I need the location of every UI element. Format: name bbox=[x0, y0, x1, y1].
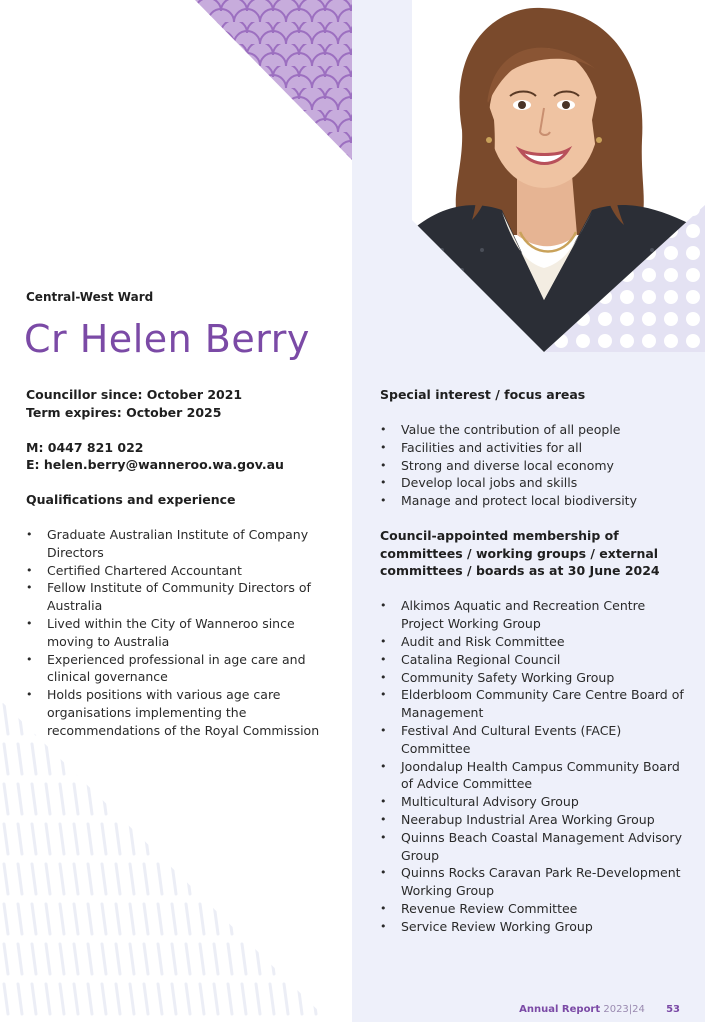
list-item: • Lived within the City of Wanneroo since moving to Australia bbox=[26, 615, 336, 651]
list-item: • Alkimos Aquatic and Recreation Centre Project Working Group bbox=[380, 597, 685, 633]
report-year: 2023|24 bbox=[603, 1004, 645, 1015]
qualifications-heading: Qualifications and experience bbox=[26, 492, 236, 507]
interests-list bbox=[380, 421, 685, 510]
list-item: • Quinns Beach Coastal Management Advisory Group bbox=[380, 829, 685, 865]
list-item: • Certified Chartered Accountant bbox=[26, 562, 336, 580]
list-item: • Strong and diverse local economy bbox=[380, 457, 685, 475]
list-item: • Elderbloom Community Care Centre Board of Management bbox=[380, 686, 685, 722]
list-item: • Catalina Regional Council bbox=[380, 651, 685, 669]
left-column bbox=[26, 386, 336, 740]
list-item: • Festival And Cultural Events (FACE) Committee bbox=[380, 722, 685, 758]
right-column bbox=[380, 386, 685, 936]
qualifications-list bbox=[26, 526, 336, 740]
report-title: Annual Report bbox=[519, 1004, 601, 1015]
ward-label: Central-West Ward bbox=[26, 290, 154, 304]
list-item: • Facilities and activities for all bbox=[380, 439, 685, 457]
list-item: • Manage and protect local biodiversity bbox=[380, 492, 685, 510]
hatch-texture-decoration bbox=[0, 700, 352, 1022]
list-item: • Develop local jobs and skills bbox=[380, 474, 685, 492]
councillor-portrait bbox=[352, 0, 705, 352]
list-item: • Audit and Risk Committee bbox=[380, 633, 685, 651]
councillor-since: Councillor since: October 2021 bbox=[26, 387, 243, 402]
list-item: • Multicultural Advisory Group bbox=[380, 793, 685, 811]
councillor-name: Cr Helen Berry bbox=[24, 317, 310, 361]
list-item: • Experienced professional in age care and clinical governance bbox=[26, 651, 336, 687]
page-footer bbox=[519, 1004, 680, 1015]
list-item: • Fellow Institute of Community Directors of Australia bbox=[26, 579, 336, 615]
list-item: • Service Review Working Group bbox=[380, 918, 685, 936]
list-item: • Graduate Australian Institute of Company Directors bbox=[26, 526, 336, 562]
list-item: • Holds positions with various age care organisations implementing the recommendations of the Royal Commission bbox=[26, 686, 336, 739]
list-item: • Joondalup Health Campus Community Board of Advice Committee bbox=[380, 758, 685, 794]
committees-list bbox=[380, 597, 685, 935]
interests-heading: Special interest / focus areas bbox=[380, 387, 586, 402]
list-item: • Quinns Rocks Caravan Park Re-Development Working Group bbox=[380, 864, 685, 900]
list-item: • Revenue Review Committee bbox=[380, 900, 685, 918]
email-address[interactable]: E: helen.berry@wanneroo.wa.gov.au bbox=[26, 457, 284, 472]
committees-heading: Council-appointed membership of committees / working groups / external committees / boards as at 30 June 2024 bbox=[380, 528, 660, 579]
list-item: • Community Safety Working Group bbox=[380, 669, 685, 687]
term-expires: Term expires: October 2025 bbox=[26, 404, 222, 420]
list-item: • Neerabup Industrial Area Working Group bbox=[380, 811, 685, 829]
list-item: • Value the contribution of all people bbox=[380, 421, 685, 439]
page-number: 53 bbox=[666, 1004, 680, 1015]
mobile-number: M: 0447 821 022 bbox=[26, 439, 144, 455]
